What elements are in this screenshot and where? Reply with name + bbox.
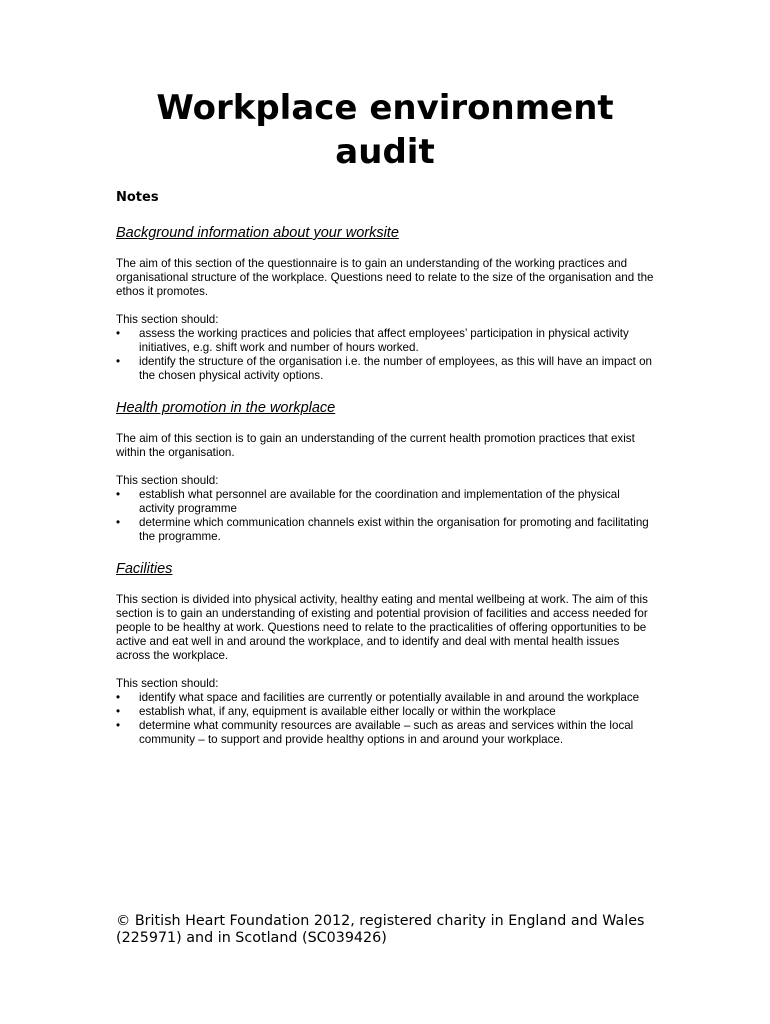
copyright-footer: © British Heart Foundation 2012, registered charity in England and Wales (225971) and in Scotland (SC039426) — [116, 913, 645, 946]
bullet-icon: • — [116, 327, 121, 340]
section-heading-health-promotion: Health promotion in the workplace — [116, 400, 336, 416]
list-item — [116, 691, 656, 705]
section-should-label: This section should: — [116, 313, 219, 326]
list-item-text: determine what community resources are available – such as areas and services within the local community – to support and provide healthy options in and around your workplace. — [139, 719, 634, 746]
section-paragraph: The aim of this section of the questionnaire is to gain an understanding of the working practices and organisational structure of the workplace. Questions need to relate to the size of the organisation and the ethos it promotes. — [116, 257, 654, 298]
section-heading-background: Background information about your worksite — [116, 225, 399, 241]
bullet-icon: • — [116, 705, 121, 718]
title-line-1: Workplace environment — [156, 88, 614, 128]
list-item — [116, 719, 656, 747]
list-item-text: establish what personnel are available for the coordination and implementation of the physical activity programme — [139, 488, 620, 515]
list-item — [116, 705, 656, 719]
bullet-list — [116, 488, 656, 544]
list-item-text: establish what, if any, equipment is available either locally or within the workplace — [139, 705, 556, 718]
document-body — [116, 190, 656, 763]
bullet-list — [116, 327, 656, 383]
notes-label: Notes — [116, 190, 159, 205]
title-line-2: audit — [335, 132, 435, 172]
bullet-icon: • — [116, 488, 121, 501]
list-item-text: determine which communication channels exist within the organisation for promoting and facilitating the programme. — [139, 516, 649, 543]
bullet-icon: • — [116, 516, 121, 529]
section-should-label: This section should: — [116, 677, 219, 690]
list-item — [116, 488, 656, 516]
list-item-text: identify what space and facilities are currently or potentially available in and around the workplace — [139, 691, 640, 704]
list-item-text: identify the structure of the organisation i.e. the number of employees, as this will have an impact on the chosen physical activity options. — [139, 355, 652, 382]
section-health-promotion — [116, 399, 656, 544]
bullet-icon: • — [116, 719, 121, 732]
bullet-icon: • — [116, 691, 121, 704]
section-paragraph: The aim of this section is to gain an understanding of the current health promotion practices that exist within the organisation. — [116, 432, 635, 459]
bullet-icon: • — [116, 355, 121, 368]
section-facilities — [116, 560, 656, 747]
bullet-list — [116, 691, 656, 747]
page-title — [0, 86, 770, 174]
section-heading-facilities: Facilities — [116, 561, 173, 577]
section-should-label: This section should: — [116, 474, 219, 487]
section-background — [116, 224, 656, 383]
list-item — [116, 355, 656, 383]
list-item — [116, 327, 656, 355]
list-item-text: assess the working practices and policies that affect employees’ participation in physical activity initiatives, e.g. shift work and number of hours worked. — [139, 327, 629, 354]
section-paragraph: This section is divided into physical activity, healthy eating and mental wellbeing at work. The aim of this section is to gain an understanding of existing and potential provision of facilities and access needed for people to be healthy at work. Questions need to relate to the practicalities of offering opportunities to be active and eat well in and around the workplace, and to identify and deal with mental health issues across the workplace. — [116, 593, 648, 662]
list-item — [116, 516, 656, 544]
